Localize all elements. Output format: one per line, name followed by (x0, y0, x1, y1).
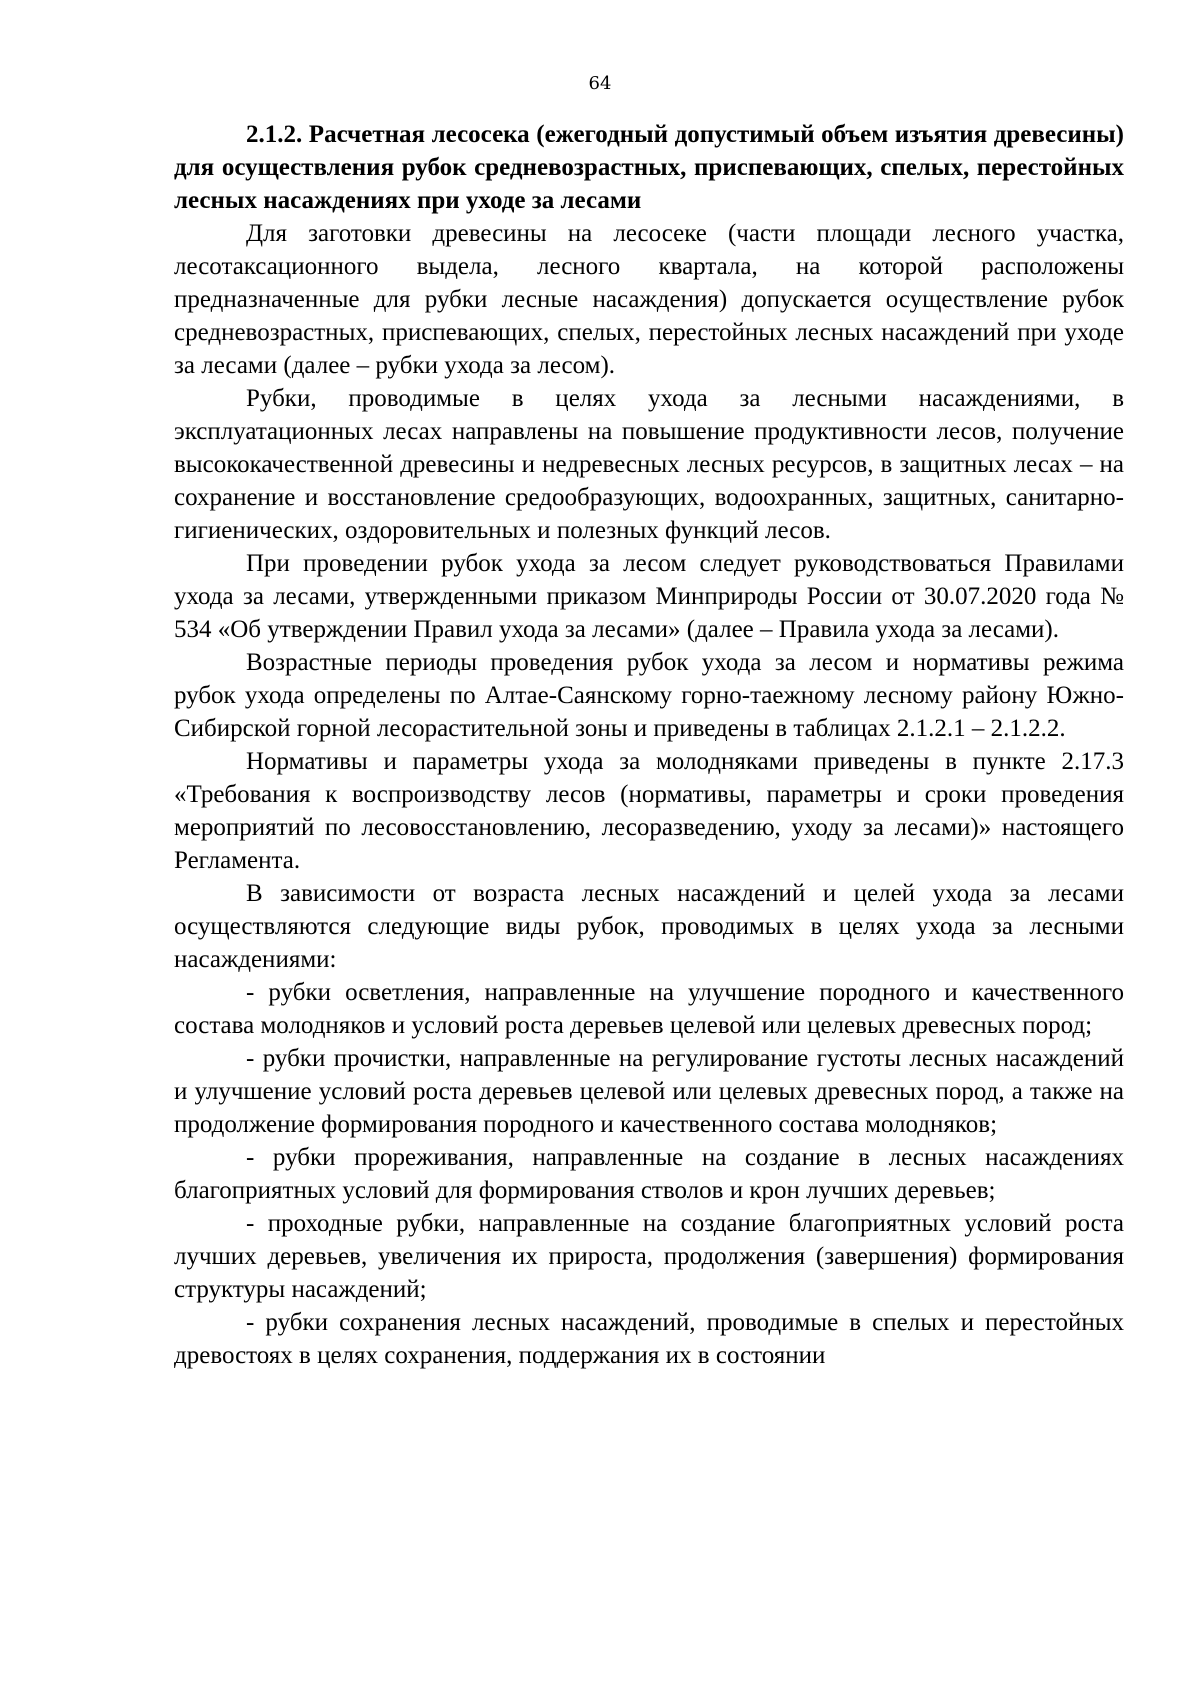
paragraph: Нормативы и параметры ухода за молодняками приведены в пункте 2.17.3 «Требования к воспроизводству лесов (нормативы, параметры и сроки проведения мероприятий по лесовосстановлению, лесоразведению, уходу за лесами)» настоящего Регламента. (174, 748, 1124, 874)
list-item: - проходные рубки, направленные на создание благоприятных условий роста лучших деревьев, увеличения их прироста, продолжения (завершения) формирования структуры насаждений; (174, 1210, 1124, 1303)
list-item: - рубки сохранения лесных насаждений, проводимые в спелых и перестойных древостоях в целях сохранения, поддержания их в состоянии (174, 1309, 1124, 1369)
paragraph: Рубки, проводимые в целях ухода за лесными насаждениями, в эксплуатационных лесах направлены на повышение продуктивности лесов, получение высококачественной древесины и недревесных лесных ресурсов, в защитных лесах – на сохранение и восстановление средообразующих, водоохранных, защитных, санитарно-гигиенических, оздоровительных и полезных функций лесов. (174, 385, 1124, 544)
section-heading: 2.1.2. Расчетная лесосека (ежегодный допустимый объем изъятия древесины) для осуществления рубок средневозрастных, приспевающих, спелых, перестойных лесных насаждениях при уходе за лесами (174, 121, 1124, 214)
page-content (174, 118, 1124, 1372)
paragraph: Возрастные периоды проведения рубок ухода за лесом и нормативы режима рубок ухода определены по Алтае-Саянскому горно-таежному лесному району Южно-Сибирской горной лесорастительной зоны и приведены в таблицах 2.1.2.1 – 2.1.2.2. (174, 649, 1124, 742)
page-number: 64 (588, 73, 612, 94)
paragraph: При проведении рубок ухода за лесом следует руководствоваться Правилами ухода за лесами, утвержденными приказом Минприроды России от 30.07.2020 года № 534 «Об утверждении Правил ухода за лесами» (далее – Правила ухода за лесами). (174, 550, 1124, 643)
list-item: - рубки прореживания, направленные на создание в лесных насаждениях благоприятных условий для формирования стволов и крон лучших деревьев; (174, 1144, 1124, 1204)
list-item: - рубки прочистки, направленные на регулирование густоты лесных насаждений и улучшение условий роста деревьев целевой или целевых древесных пород, а также на продолжение формирования породного и качественного состава молодняков; (174, 1045, 1124, 1138)
list-item: - рубки осветления, направленные на улучшение породного и качественного состава молодняков и условий роста деревьев целевой или целевых древесных пород; (174, 979, 1124, 1039)
paragraph: Для заготовки древесины на лесосеке (части площади лесного участка, лесотаксационного выдела, лесного квартала, на которой расположены предназначенные для рубки лесные насаждения) допускается осуществление рубок средневозрастных, приспевающих, спелых, перестойных лесных насаждений при уходе за лесами (далее – рубки ухода за лесом). (174, 220, 1124, 379)
paragraph: В зависимости от возраста лесных насаждений и целей ухода за лесами осуществляются следующие виды рубок, проводимых в целях ухода за лесными насаждениями: (174, 880, 1124, 973)
